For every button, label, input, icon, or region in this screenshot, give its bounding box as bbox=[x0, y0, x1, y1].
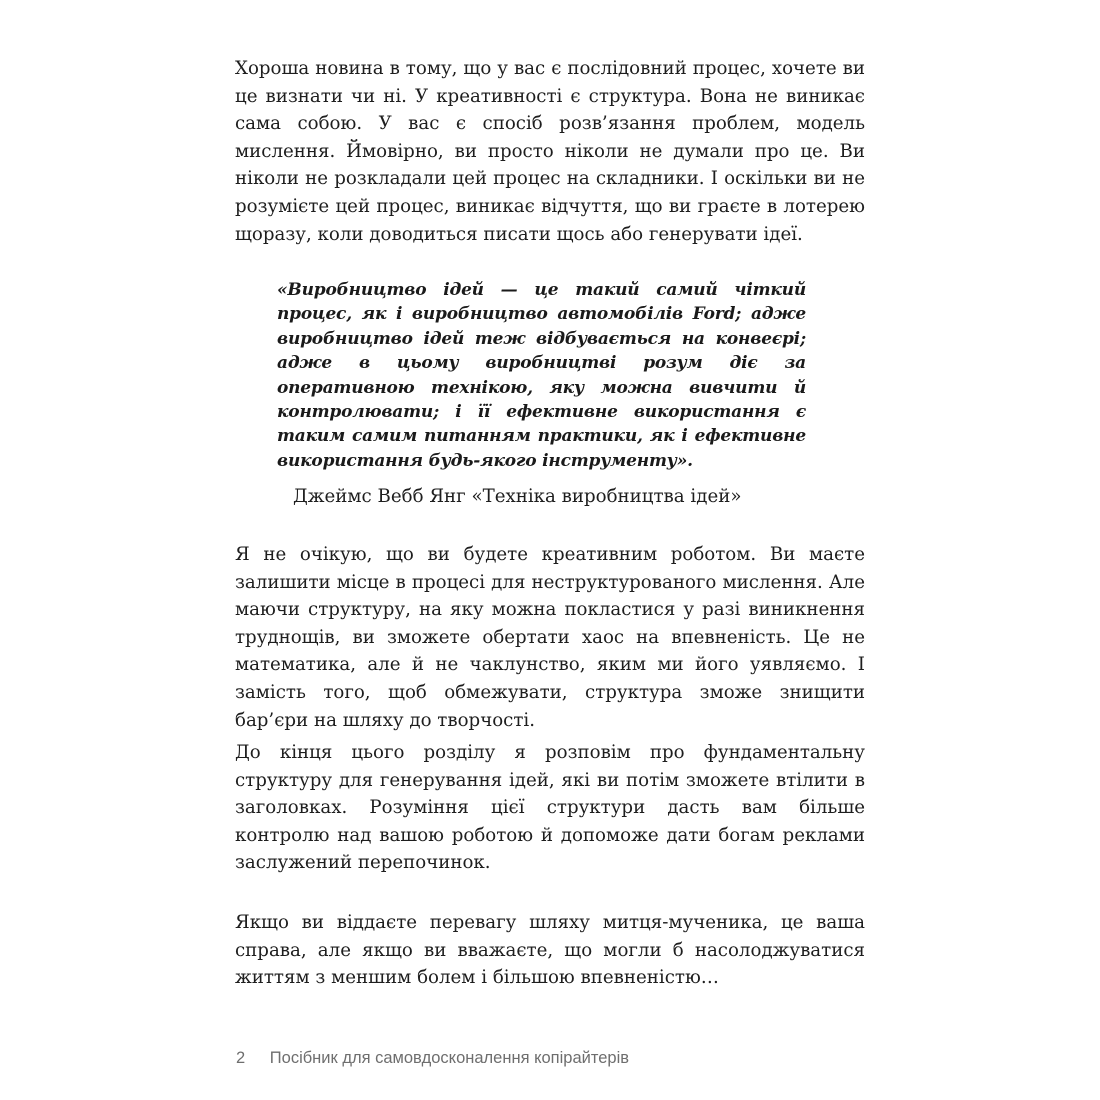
paragraph-2: Я не очікую, що ви будете креативним роботом. Ви маєте залишити місце в процесі для неструктурованого мислення. Але маючи структуру, на яку можна покластися у разі виникнення труднощів, ви зможете обертати хаос на впевненість. Це не математика, але й не чаклунство, яким ми його уявляємо. І замість того, щоб обмежувати, структура зможе знищити бар’єри на шляху до творчості. bbox=[235, 544, 865, 731]
page-footer bbox=[236, 1047, 629, 1069]
quote-attribution: Джеймс Вебб Янг «Техніка виробництва ідей» bbox=[293, 486, 742, 507]
running-title: Посібник для самовдосконалення копірайтерів bbox=[269, 1049, 629, 1067]
paragraph-3: До кінця цього розділу я розповім про фундаментальну структуру для генерування ідей, які ви потім зможете втілити в заголовках. Розуміння цієї структури дасть вам більше контролю над вашою роботою й допоможе дати богам реклами заслужений перепочинок. bbox=[235, 742, 865, 874]
page-number: 2 bbox=[236, 1049, 246, 1067]
epigraph-quote: «Виробництво ідей — це такий самий чіткий процес, як і виробництво автомобілів Ford; адже виробництво ідей теж відбувається на конвеєрі; адже в цьому виробництві розум діє за оперативною технікою, яку можна вивчити й контролювати; і її ефективне використання є таким самим питанням практики, як і ефективне використання будь-якого інструменту». bbox=[277, 280, 806, 471]
paragraph-4: Якщо ви віддаєте перевагу шляху митця-мученика, це ваша справа, але якщо ви вважаєте, що могли б насолоджуватися життям з меншим болем і більшою впевненістю… bbox=[235, 912, 865, 989]
paragraph-1: Хороша новина в тому, що у вас є послідовний процес, хочете ви це визнати чи ні. У креативності є структура. Вона не виникає сама собою. У вас є спосіб розв’язання проблем, модель мислення. Ймовірно, ви просто ніколи не думали про це. Ви ніколи не розкладали цей процес на складники. І оскільки ви не розумієте цей процес, виникає відчуття, що ви граєте в лотерею щоразу, коли доводиться писати щось або генерувати ідеї. bbox=[235, 58, 865, 245]
